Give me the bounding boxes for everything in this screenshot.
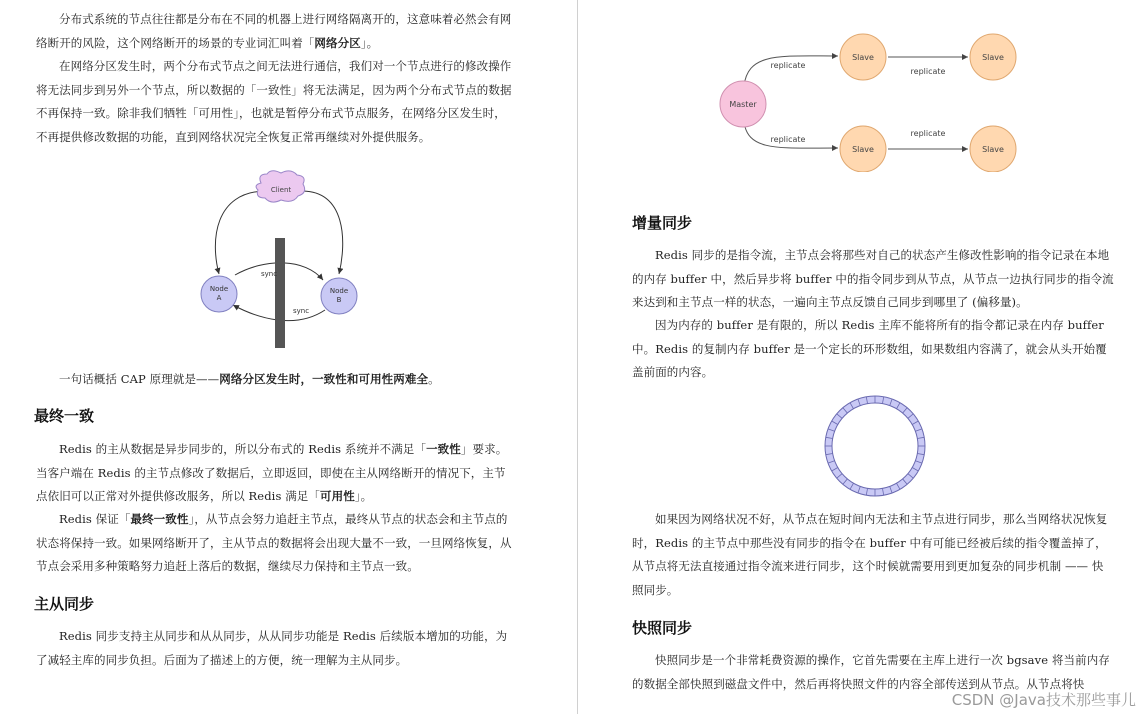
paragraph-partition-consequence: 在网络分区发生时，两个分布式节点之间无法进行通信，我们对一个节点进行的修改操作将无法同步到另外一个节点，所以数据的「一致性」将无法满足，因为两个分布式节点的数据不再保持一致。除非我们牺牲「可用性」，也就是暂停分布式节点服务，在网络分区发生时，不再提供修改数据的功能，直到网络状况完全恢复正常再继续对外提供服务。	[36, 59, 512, 144]
paragraph-ring-buffer: 因为内存的 buffer 是有限的，所以 Redis 主库不能将所有的指令都记录在内存 buffer 中。Redis 的复制内存 buffer 是一个定长的环形数组，如果数组内容满了，就会从头开始覆盖前面的内容。	[632, 318, 1107, 379]
heading-master-slave-sync: 主从同步	[34, 595, 95, 613]
ring-buffer-diagram	[823, 394, 927, 498]
replicate-label-3: replicate	[770, 135, 806, 144]
ring-band	[829, 400, 922, 493]
watermark: CSDN @Java技术那些事儿	[951, 691, 1136, 709]
node-a-label: Node	[209, 285, 229, 293]
cap-diagram	[195, 170, 365, 350]
paragraph-network-partition: 分布式系统的节点往往都是分布在不同的机器上进行网络隔离开的，这意味着必然会有网络断开的风险，这个网络断开的场景的专业词汇叫着「网络分区」。	[36, 12, 512, 50]
paragraph-cap-summary: 一句话概括 CAP 原理就是——网络分区发生时，一致性和可用性两难全。	[59, 372, 440, 386]
sync-label-top: sync	[261, 270, 278, 278]
client-label: Client	[270, 186, 292, 194]
ring-inner-edge	[832, 403, 918, 489]
replicate-label-4: replicate	[910, 129, 946, 138]
slave-label-2: Slave	[982, 53, 1004, 62]
master-label: Master	[729, 100, 757, 109]
heading-eventual-consistency: 最终一致	[34, 407, 95, 425]
paragraph-buffer-overwritten: 如果因为网络状况不好，从节点在短时间内无法和主节点进行同步，那么当网络状况恢复时，Redis 的主节点中那些没有同步的指令在 buffer 中有可能已经被后续的指令覆盖掉了，从节点将无法直接通过指令流来进行同步，这个时候就需要用到更加复杂的同步机制 —— 快照同步。	[632, 512, 1108, 597]
replicate-label-1: replicate	[770, 61, 806, 70]
paragraph-master-slave-sync: Redis 同步支持主从同步和从从同步，从从同步功能是 Redis 后续版本增加的功能，为了减轻主库的同步负担。后面为了描述上的方便，统一理解为主从同步。	[36, 629, 508, 667]
sync-label-bottom: sync	[293, 307, 310, 315]
right-page	[580, 0, 1148, 714]
slave-label-1: Slave	[852, 53, 874, 62]
paragraph-eventual-consistency: Redis 保证「最终一致性」，从节点会努力追赶主节点，最终从节点的状态会和主节点的状态将保持一致。如果网络断开了，主从节点的数据将会出现大量不一致，一旦网络恢复，从节点会采用多种策略努力追赶上落后的数据，继续尽力保持和主节点一致。	[36, 512, 512, 573]
slave-label-4: Slave	[982, 145, 1004, 154]
paragraph-redis-async: Redis 的主从数据是异步同步的，所以分布式的 Redis 系统并不满足「一致性」要求。当客户端在 Redis 的主节点修改了数据后，立即返回，即使在主从网络断开的情况下，主节点依旧可以正常对外提供修改服务，所以 Redis 满足「可用性」。	[36, 442, 508, 503]
replication-diagram	[710, 22, 1030, 172]
page-divider	[577, 0, 578, 714]
heading-snapshot-sync: 快照同步	[632, 619, 693, 637]
node-b-letter: B	[336, 296, 342, 304]
node-a-letter: A	[216, 294, 222, 302]
slave-label-3: Slave	[852, 145, 874, 154]
heading-incremental-sync: 增量同步	[632, 214, 693, 232]
paragraph-snapshot-sync: 快照同步是一个非常耗费资源的操作，它首先需要在主库上进行一次 bgsave 将当前内存的数据全部快照到磁盘文件中，然后再将快照文件的内容全部传送到从节点。从节点将快	[632, 653, 1110, 691]
replicate-label-2: replicate	[910, 67, 946, 76]
paragraph-incremental-sync: Redis 同步的是指令流，主节点会将那些对自己的状态产生修改性影响的指令记录在本地的内存 buffer 中，然后异步将 buffer 中的指令同步到从节点，从节点一边执行同步的指令流来达到和主节点一样的状态，一遍向主节点反馈自己同步到哪里了 (偏移量)。	[632, 248, 1114, 309]
node-b-label: Node	[329, 287, 349, 295]
partition-wall	[275, 238, 285, 348]
